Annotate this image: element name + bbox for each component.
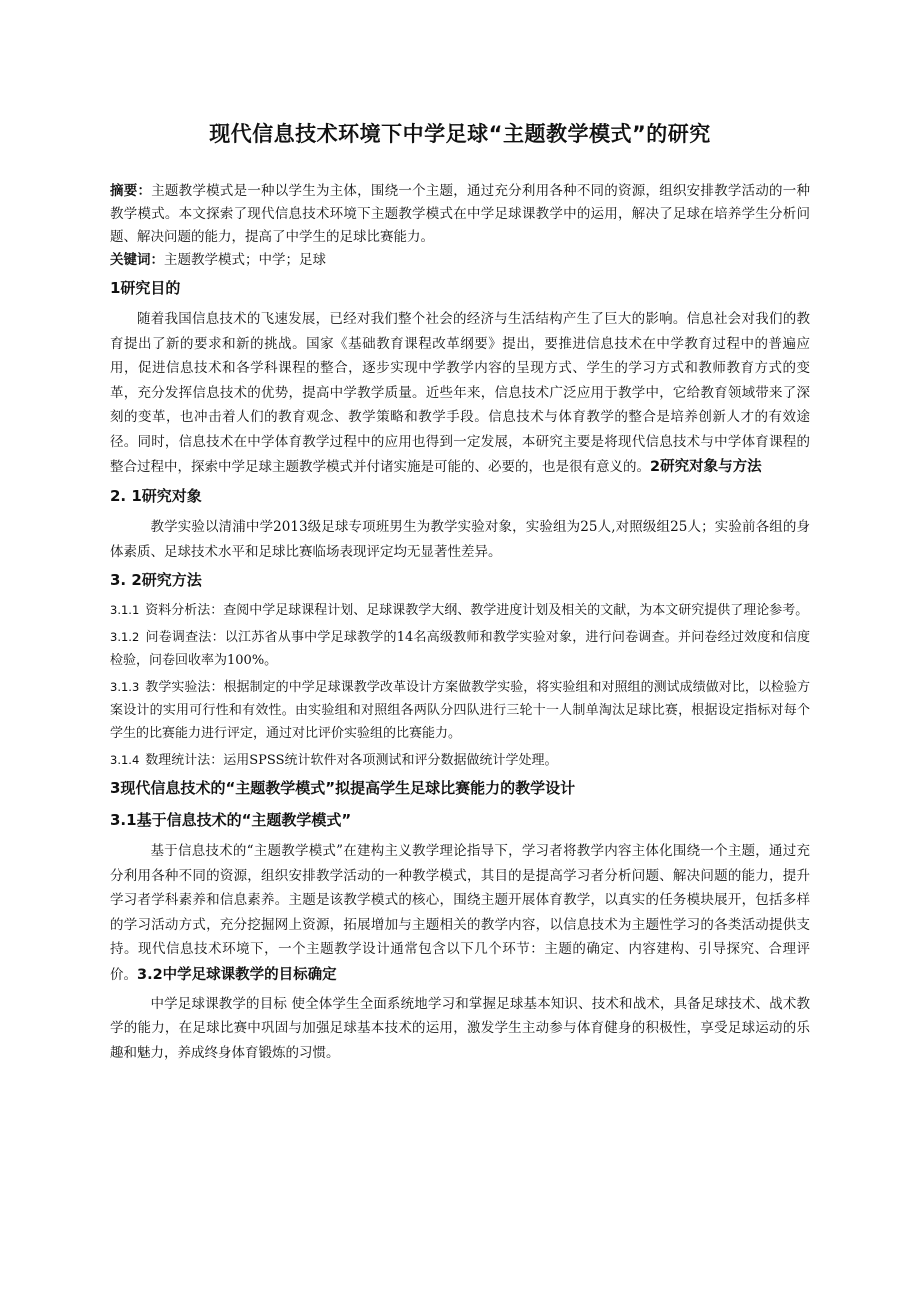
abstract-text: 主题教学模式是一种以学生为主体，围绕一个主题，通过充分利用各种不同的资源，组织安排教学活动的一种教学模式。本文探索了现代信息技术环境下主题教学模式在中学足球课教学中的运用，解决了足球在培养学生分析问题、解决问题的能力，提高了中学生的足球比赛能力。 <box>110 183 811 245</box>
abstract-label: 摘要： <box>110 183 152 199</box>
keywords-label: 关键词： <box>110 252 164 268</box>
method-item <box>110 676 810 745</box>
method-text: 问卷调查法：以江苏省从事中学足球教学的14名高级教师和教学实验对象，进行问卷调查。并问卷经过效度和信度检验，问卷回收率为100%。 <box>110 630 810 668</box>
section1-paragraph <box>110 307 810 480</box>
section1-heading: 1研究目的 <box>110 279 181 297</box>
section3-1-heading: 3.1基于信息技术的“主题教学模式” <box>110 811 352 829</box>
method-number: 3.1.4 <box>110 753 140 767</box>
method-item <box>110 749 810 772</box>
section2-1-paragraph: 教学实验以清浦中学2013级足球专项班男生为教学实验对象，实验组为25人,对照级组25人；实验前各组的身体素质、足球技术水平和足球比赛临场表现评定均无显著性差异。 <box>110 519 810 560</box>
section2-1-heading: 2. 1研究对象 <box>110 487 202 505</box>
method-text: 教学实验法：根据制定的中学足球课教学改革设计方案做教学实验，将实验组和对照组的测试成绩做对比，以检验方案设计的实用可行性和有效性。由实验组和对照组各两队分四队进行三轮十一人制单淘汰足球比赛，根据设定指标对每个学生的比赛能力进行评定，通过对比评价实验组的比赛能力。 <box>110 680 810 741</box>
method-number: 3.1.1 <box>110 603 140 617</box>
section3-1-paragraph <box>110 839 810 988</box>
method-item <box>110 626 810 672</box>
section1-text: 随着我国信息技术的飞速发展，已经对我们整个社会的经济与生活结构产生了巨大的影响。信息社会对我们的教育提出了新的要求和新的挑战。国家《基础教育课程改革纲要》提出，要推进信息技术在中学教育过程中的普遍应用，促进信息技术和各学科课程的整合，逐步实现中学教学内容的呈现方式、学生的学习方式和教师教育方式的变革，充分发挥信息技术的优势，提高中学教学质量。近些年来，信息技术广泛应用于教学中，它给教育领域带来了深刻的变革，也冲击着人们的教育观念、教学策略和教学手段。信息技术与体育教学的整合是培养创新人才的有效途径。同时，信息技术在中学体育教学过程中的应用也得到一定发展，本研究主要是将现代信息技术与中学体育课程的整合过程中，探索中学足球主题教学模式并付诸实施是可能的、必要的，也是很有意义的。 <box>110 311 810 475</box>
section3-1-text: 基于信息技术的“主题教学模式”在建构主义教学理论指导下，学习者将教学内容主体化围绕一个主题，通过充分利用各种不同的资源，组织安排教学活动的一种教学模式，其目的是提高学习者分析问题、解决问题的能力，提升学习者学科素养和信息素养。主题是该教学模式的核心，围绕主题开展体育教学，以真实的任务模块展开，包括多样的学习活动方式，充分挖掘网上资源，拓展增加与主题相关的教学内容，以信息技术为主题性学习的各类活动提供支持。现代信息技术环境下，一个主题教学设计通常包含以下几个环节：主题的确定、内容建构、引导探究、合理评价。 <box>110 843 810 983</box>
keywords-text: 主题教学模式；中学；足球 <box>164 252 326 268</box>
method-text: 资料分析法：查阅中学足球课程计划、足球课教学大纲、教学进度计划及相关的文献，为本文研究提供了理论参考。 <box>145 603 809 618</box>
method-number: 3.1.2 <box>110 630 140 644</box>
document-title: 现代信息技术环境下中学足球“主题教学模式”的研究 <box>209 122 711 146</box>
keywords <box>110 249 810 272</box>
method-number: 3.1.3 <box>110 680 140 694</box>
section3-2-paragraph: 中学足球课教学的目标 使全体学生全面系统地学习和掌握足球基本知识、技术和战术，具备足球技术、战术教学的能力，在足球比赛中巩固与加强足球基本技术的运用，激发学生主动参与体育健身的积极性，享受足球运动的乐趣和魅力，养成终身体育锻炼的习惯。 <box>110 995 810 1061</box>
section3-2-heading: 3.2中学足球课教学的目标确定 <box>137 966 337 983</box>
method-text: 数理统计法：运用SPSS统计软件对各项测试和评分数据做统计学处理。 <box>145 753 558 768</box>
abstract <box>110 180 810 249</box>
section2-2-heading: 3. 2研究方法 <box>110 571 202 589</box>
document-page <box>110 118 810 1065</box>
method-item <box>110 599 810 622</box>
section3-heading: 3现代信息技术的“主题教学模式”拟提高学生足球比赛能力的教学设计 <box>110 779 576 797</box>
section2-heading: 2研究对象与方法 <box>650 459 762 475</box>
